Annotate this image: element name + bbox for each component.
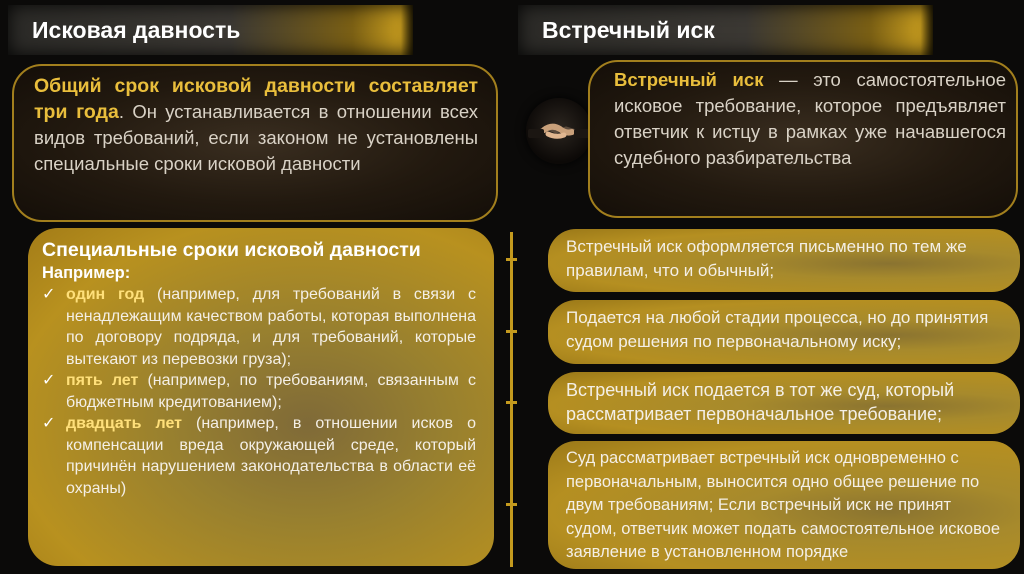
counterclaim-point-text: Встречный иск оформляется письменно по тем же правилам, что и обычный; bbox=[566, 237, 967, 280]
checkmark-icon: ✓ bbox=[42, 415, 56, 432]
right-section-header bbox=[518, 5, 933, 55]
handshake-icon bbox=[526, 98, 592, 164]
general-term-text bbox=[34, 73, 478, 177]
timeline-tick bbox=[506, 503, 517, 506]
timeline-divider bbox=[510, 232, 513, 567]
special-terms-box bbox=[28, 228, 494, 566]
general-term-box bbox=[12, 64, 498, 222]
term-label: двадцать лет bbox=[66, 415, 182, 432]
right-header-title: Встречный иск bbox=[542, 16, 715, 43]
counterclaim-point-text: Подается на любой стадии процесса, но до принятия судом решения по первоначальному иску; bbox=[566, 308, 989, 351]
left-header-title: Исковая давность bbox=[32, 16, 241, 43]
timeline-tick bbox=[506, 258, 517, 261]
counterclaim-definition: — это самостоятельное исковое требование, которое предъявляет ответчик к истцу в рамках уже начавшегося судебного разбирательства bbox=[614, 69, 1006, 168]
general-term-bold: Общий срок исковой давности составляет три года bbox=[34, 75, 478, 123]
term-label: пять лет bbox=[66, 372, 139, 389]
list-item bbox=[42, 370, 476, 413]
term-description: (например, для требований в связи с ненадлежащим качеством работы, которая выполнена по договору подряда, и для требований, которые вытекают из перевозки груза); bbox=[66, 286, 476, 368]
general-term-rest: . Он устанавливается в отношении всех видов требований, если законом не установлены специальные сроки исковой давности bbox=[34, 101, 479, 174]
counterclaim-point bbox=[548, 372, 1020, 434]
term-description: (например, в отношении исков о компенсации вреда окружающей среде, который причинён нарушением законодательства в области её охраны) bbox=[66, 415, 477, 497]
timeline-tick bbox=[506, 401, 517, 404]
special-terms-subtitle: Например: bbox=[42, 264, 131, 282]
checkmark-icon: ✓ bbox=[42, 372, 56, 389]
counterclaim-definition-box bbox=[588, 60, 1018, 218]
counterclaim-term: Встречный иск bbox=[614, 69, 764, 90]
counterclaim-definition-text bbox=[614, 67, 1006, 171]
term-label: один год bbox=[66, 286, 145, 303]
counterclaim-point-text: Встречный иск подается в тот же суд, который рассматривает первоначальное требование; bbox=[566, 380, 955, 424]
counterclaim-point-text: Суд рассматривает встречный иск одновременно с первоначальным, выносится одно общее решение по двум требованиям; Если встречный иск не принят судом, ответчик может подать самостоятельное исковое заявление в установленном порядке bbox=[566, 449, 1001, 561]
list-item bbox=[42, 284, 476, 370]
checkmark-icon: ✓ bbox=[42, 286, 56, 303]
special-terms-title: Специальные сроки исковой давности bbox=[42, 239, 421, 261]
term-description: (например, по требованиям, связанным с бюджетным кредитованием); bbox=[66, 372, 476, 411]
counterclaim-point bbox=[548, 300, 1020, 364]
left-section-header bbox=[8, 5, 413, 55]
list-item bbox=[42, 413, 476, 499]
timeline-tick bbox=[506, 330, 517, 333]
counterclaim-point bbox=[548, 229, 1020, 292]
counterclaim-point bbox=[548, 441, 1020, 569]
